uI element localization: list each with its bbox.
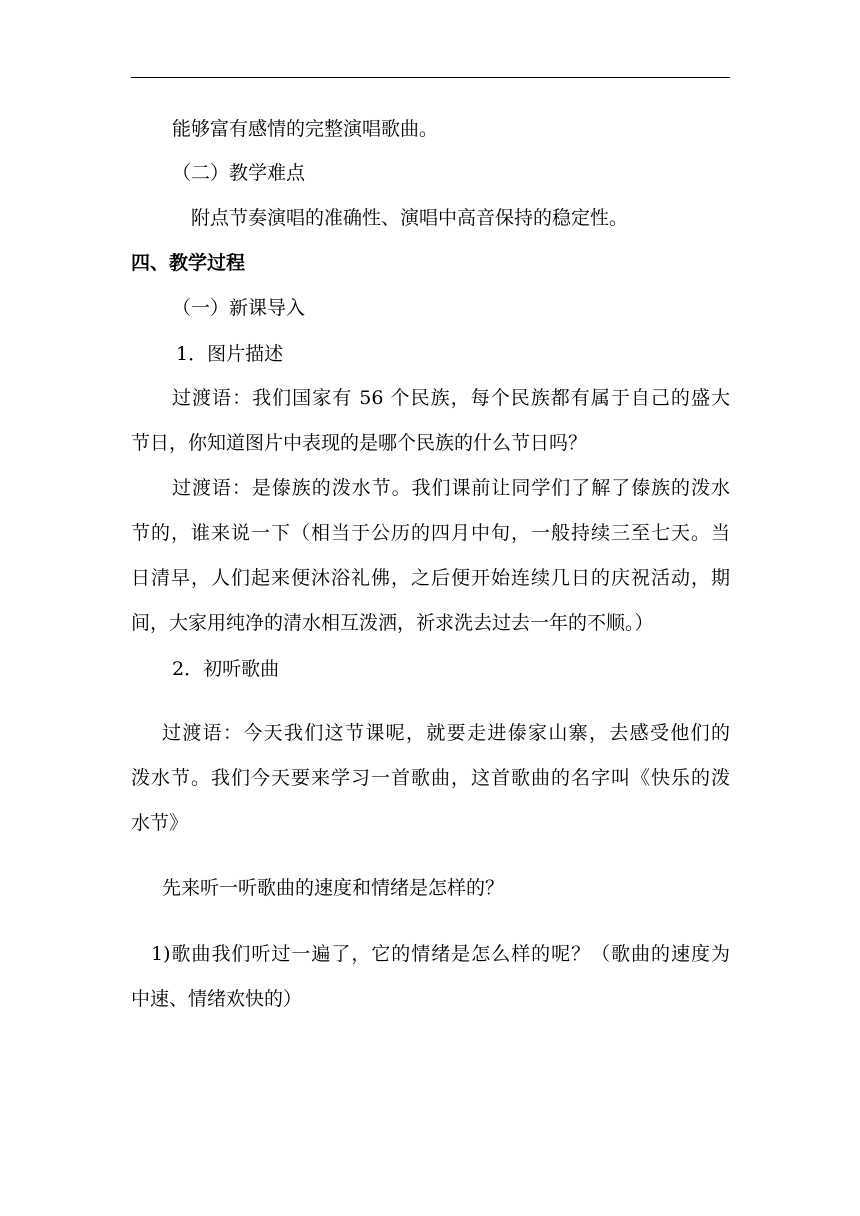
header-rule: [131, 77, 730, 78]
paragraph-3-line-3: 水节》: [131, 812, 189, 834]
list-item-first-listen: 2．初听歌曲: [172, 658, 280, 680]
paragraph-sing: 能够富有感情的完整演唱歌曲。: [172, 118, 439, 140]
paragraph-2-line-1: 过渡语：是傣族的泼水节。我们课前让同学们了解了傣族的泼水: [172, 477, 730, 499]
paragraph-3-line-2: 泼水节。我们今天要来学习一首歌曲，这首歌曲的名字叫《快乐的泼: [131, 767, 730, 789]
list-item-picture: 1．图片描述: [176, 343, 284, 365]
subheading-difficulty: （二）教学难点: [172, 162, 306, 184]
paragraph-2-line-2: 节的，谁来说一下（相当于公历的四月中旬，一般持续三至七天。当: [131, 522, 730, 544]
paragraph-5-line-2: 中速、情绪欢快的）: [131, 988, 303, 1010]
paragraph-difficulty: 附点节奏演唱的准确性、演唱中高音保持的稳定性。: [191, 207, 629, 229]
paragraph-1-line-2: 节日，你知道图片中表现的是哪个民族的什么节日吗？: [131, 432, 588, 454]
paragraph-5-line-1: 1)歌曲我们听过一遍了，它的情绪是怎么样的呢？（歌曲的速度为: [151, 943, 730, 965]
subheading-intro: （一）新课导入: [172, 297, 306, 319]
heading-teaching-process: 四、教学过程: [131, 252, 246, 274]
paragraph-2-line-4: 间，大家用纯净的清水相互泼洒，祈求洗去过去一年的不顺。）: [131, 612, 654, 634]
paragraph-4: 先来听一听歌曲的速度和情绪是怎样的？: [162, 877, 505, 899]
paragraph-3-line-1: 过渡语：今天我们这节课呢，就要走进傣家山寨，去感受他们的: [162, 722, 730, 744]
paragraph-1-line-1: 过渡语：我们国家有 56 个民族，每个民族都有属于自己的盛大: [172, 387, 730, 409]
paragraph-2-line-3: 日清早，人们起来便沐浴礼佛，之后便开始连续几日的庆祝活动，期: [131, 567, 730, 589]
